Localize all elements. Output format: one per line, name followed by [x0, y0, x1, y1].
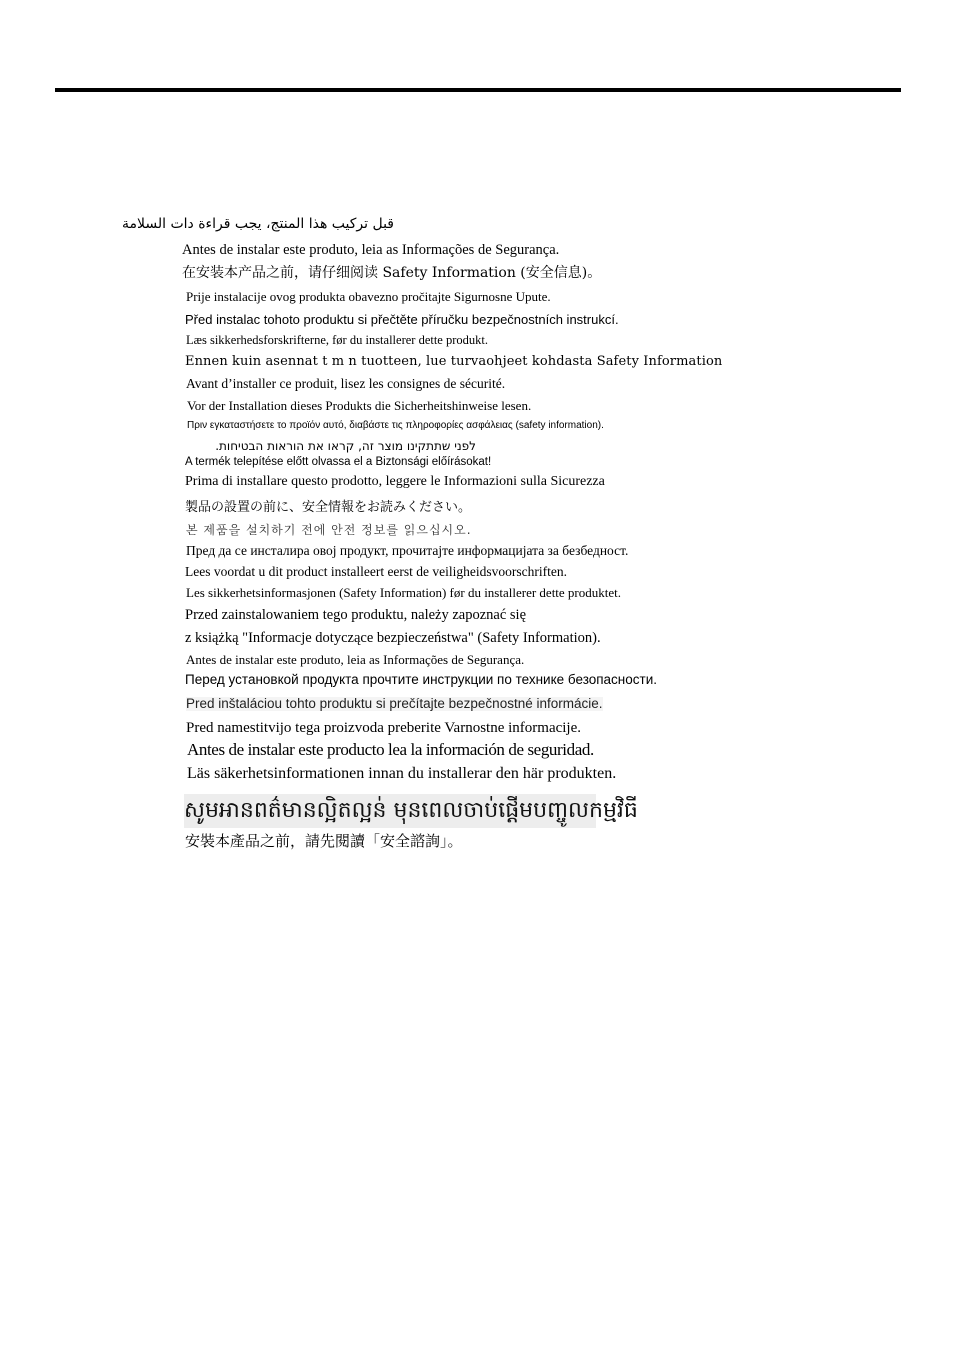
safety-line-french: Avant d’installer ce produit, lisez les consignes de sécurité.	[186, 376, 506, 391]
safety-line-polish-1: Przed zainstalowaniem tego produktu, należy zapoznać się	[185, 607, 527, 623]
safety-line-russian: Перед установкой продукта прочтите инструкции по технике безопасности.	[185, 672, 657, 687]
top-rule	[55, 88, 901, 92]
safety-line-swedish: Läs säkerhetsinformationen innan du installerar den här produkten.	[187, 765, 617, 782]
safety-line-italian: Prima di installare questo prodotto, leggere le Informazioni sulla Sicurezza	[185, 474, 605, 489]
safety-line-danish: Læs sikkerhedsforskrifterne, før du installerer dette produkt.	[186, 333, 488, 347]
safety-line-khmer: សូមអានពត៌មានល្អិតល្អន់ មុនពេលចាប់ផ្តើមបញ្ចូលកម្មវិធី	[184, 798, 638, 823]
safety-line-czech: Před instalac tohoto produktu si přečtěte příručku bezpečnostních instrukcí.	[185, 312, 619, 327]
safety-line-japanese: 製品の設置の前に、安全情報をお読みください。	[185, 500, 472, 515]
safety-line-slovenian: Pred namestitvijo tega proizvoda preberite Varnostne informacije.	[186, 720, 582, 736]
safety-line-spanish: Antes de instalar este producto lea la información de seguridad.	[187, 740, 594, 759]
khmer-line-block	[184, 794, 638, 828]
safety-line-korean: 본 제품을 설치하기 전에 안전 정보를 읽으십시오.	[186, 523, 472, 537]
safety-line-norwegian: Les sikkerhetsinformasjonen (Safety Information) før du installerer dette produktet.	[186, 585, 622, 600]
safety-line-polish-2: z książką "Informacje dotyczące bezpieczeństwa" (Safety Information).	[185, 630, 601, 646]
safety-line-greek: Πριν εγκαταστήσετε το προϊόν αυτό, διαβάστε τις πληροφορίες ασφάλειας (safety information).	[187, 420, 604, 431]
safety-line-hebrew: לפני שתתקינו מוצר זה, קראו את הוראות הבטיחות.	[215, 439, 476, 453]
safety-line-slovak: Pred inštaláciou tohto produktu si prečítajte bezpečnostné informácie.	[186, 696, 603, 711]
safety-line-german: Vor der Installation dieses Produkts die Sicherheitshinweise lesen.	[187, 398, 532, 413]
safety-line-chinese-traditional: 安裝本產品之前，請先閱讀「安全諮詢」。	[185, 832, 463, 850]
safety-line-dutch: Lees voordat u dit product installeert eerst de veiligheidsvoorschriften.	[185, 564, 568, 579]
safety-line-macedonian: Пред да се инсталира овој продукт, прочитајте информацијата за безбедност.	[186, 543, 629, 558]
safety-line-portuguese-br: Antes de instalar este produto, leia as Informações de Segurança.	[182, 242, 560, 258]
safety-line-portuguese: Antes de instalar este produto, leia as Informações de Segurança.	[186, 652, 525, 667]
safety-line-croatian: Prije instalacije ovog produkta obavezno pročitajte Sigurnosne Upute.	[186, 289, 551, 304]
safety-line-arabic: قبل تركيب هذا المنتج، يجب قراءة دات السلامة	[121, 216, 394, 232]
safety-line-hungarian: A termék telepítése előtt olvassa el a Biztonsági előírásokat!	[185, 456, 492, 468]
safety-line-chinese-simplified: 在安装本产品之前，请仔细阅读 Safety Information (安全信息)。	[182, 265, 602, 281]
safety-line-finnish: Ennen kuin asennat t m n tuotteen, lue turvaohjeet kohdasta Safety Information	[185, 354, 723, 369]
